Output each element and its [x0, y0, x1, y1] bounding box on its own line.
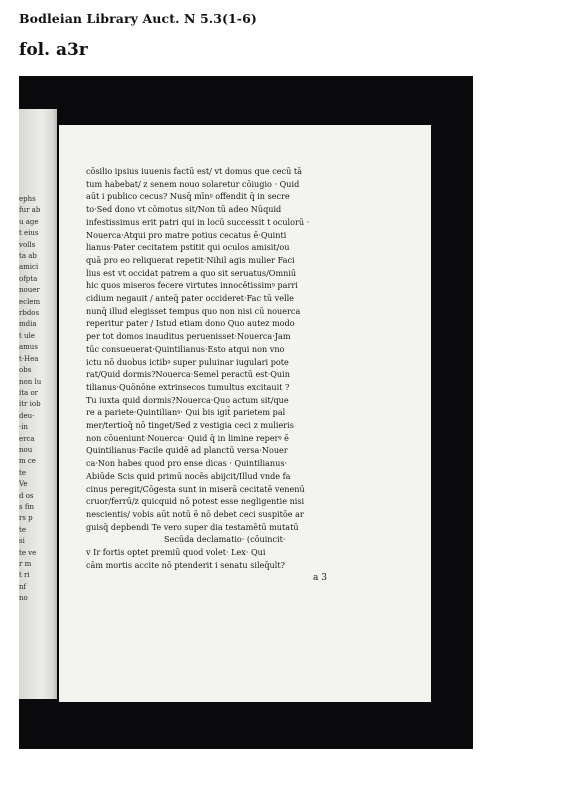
text-line: tūc consueuerat·Quintilianus·Esto atqui non vno	[86, 343, 285, 354]
text-line: non cōueniunt·Nouerca· Quid q̄ in limine reperꝰ ē	[86, 432, 289, 443]
text-line: v Ir fortis optet premiū quod volet· Lex· Qui	[86, 547, 266, 558]
text-block	[86, 165, 391, 572]
text-line: hic quos miseros fecere virtutes innocētissimꝰ parri	[86, 280, 298, 291]
text-line: reperitur pater / Istud etiam dono Quo autez modo	[86, 318, 295, 329]
recto-page	[59, 125, 431, 702]
text-line: ictu nō duobus ictibꝰ super puluinar iugulari pote	[86, 356, 289, 367]
text-line: Nouerca·Atqui pro matre potius cecatus ē·Quinti	[86, 229, 287, 240]
text-line: rat/Quid dormis?Nouerca·Semel peractū est·Quin	[86, 369, 290, 380]
text-line: cōsilio ipsius iuuenis factū est/ vt domus que cecū tā	[86, 166, 302, 176]
text-line: Tu iuxta quid dormis?Nouerca·Quo actum sit/que	[86, 394, 289, 405]
text-line: tum habebat/ z senem nouo solaretur cōiugio · Quid	[86, 178, 300, 189]
text-line: Secūda declamatio· (cōuincit·	[164, 534, 286, 545]
text-line: re a pariete·Quintilianꝰ· Qui bis igit̄ parietem pal	[86, 407, 286, 418]
text-line: aūt i publico cecus? Nusq̄ mīnꝰ offendit q̄ in secre	[86, 191, 290, 202]
text-line: cām mortis accite nō ptenderit i senatu sileq̄ult?	[86, 559, 285, 570]
text-line: lianus·Pater cecitatem pstitit qui oculos amisit/ou	[86, 242, 290, 253]
text-line: nescientis/ vobis aūt notū ē nō debet ceci suspitōe ar	[86, 508, 304, 519]
text-line: cinus peregit/Cōgesta sunt in miserā cecitatē venenū	[86, 483, 305, 494]
left-page-text-fragment: ephs fur ab u age t eius volls ta ab amici ofpta nouer eclem rbdos mdia t ule amus t·Hea obs non lu ita or itr iob deu· ·in erca nou m ce te Ve d os s fin rs p te si te ve r m t ri nf no	[19, 195, 42, 603]
shelfmark-title: Bodleian Library Auct. N 5.3(1-6)	[19, 11, 257, 26]
text-line: nunq̄ illud elegisset tempus quo non nisi cū nouerca	[86, 305, 301, 316]
text-line: quā pro eo reliquerat repetit·Nihil agis mulier Faci	[86, 254, 295, 265]
signature-mark: a 3	[313, 573, 327, 583]
text-line: infestissimus erit patri qui in locū successit t oculorū ·	[86, 216, 310, 227]
text-line: to·Sed dono vt cōmotus sit/Non tū adeo Nūquid	[86, 204, 282, 215]
text-line: guisq̄ depbendi Te vero super dia testamētū mutatū	[86, 521, 299, 532]
text-line: per tot domos inauditus peruenisset·Nouerca·Jam	[86, 331, 291, 342]
text-line: mer/tertioq̄ nō tinget/Sed z vestigia ceci z mulieris	[86, 420, 294, 431]
text-line: cidium negauit / anteq̄ pater occideret·Fac tū velle	[86, 293, 294, 304]
text-line: Abiūde Scis quid primū nocēs abijcit/Illud vnde fa	[86, 470, 291, 481]
left-page-edge	[19, 109, 57, 699]
text-line: ca·Non habes quod pro ense dicas · Quintilianus·	[86, 458, 288, 469]
text-line: lius est vt occidat patrem a quo sit seruatus/Omniū	[86, 267, 297, 278]
folio-label: fol. a3r	[19, 40, 88, 60]
text-line: tilianus·Quōnōne extrinsecos tumultus excitauit ?	[86, 381, 290, 392]
text-line: Quintilianus·Facile quidē ad planctū versa·Nouer	[86, 445, 288, 456]
text-line: cruor/ferrū/z quicquid nō potest esse negligentie nisi	[86, 496, 305, 507]
manuscript-photograph	[19, 76, 473, 749]
